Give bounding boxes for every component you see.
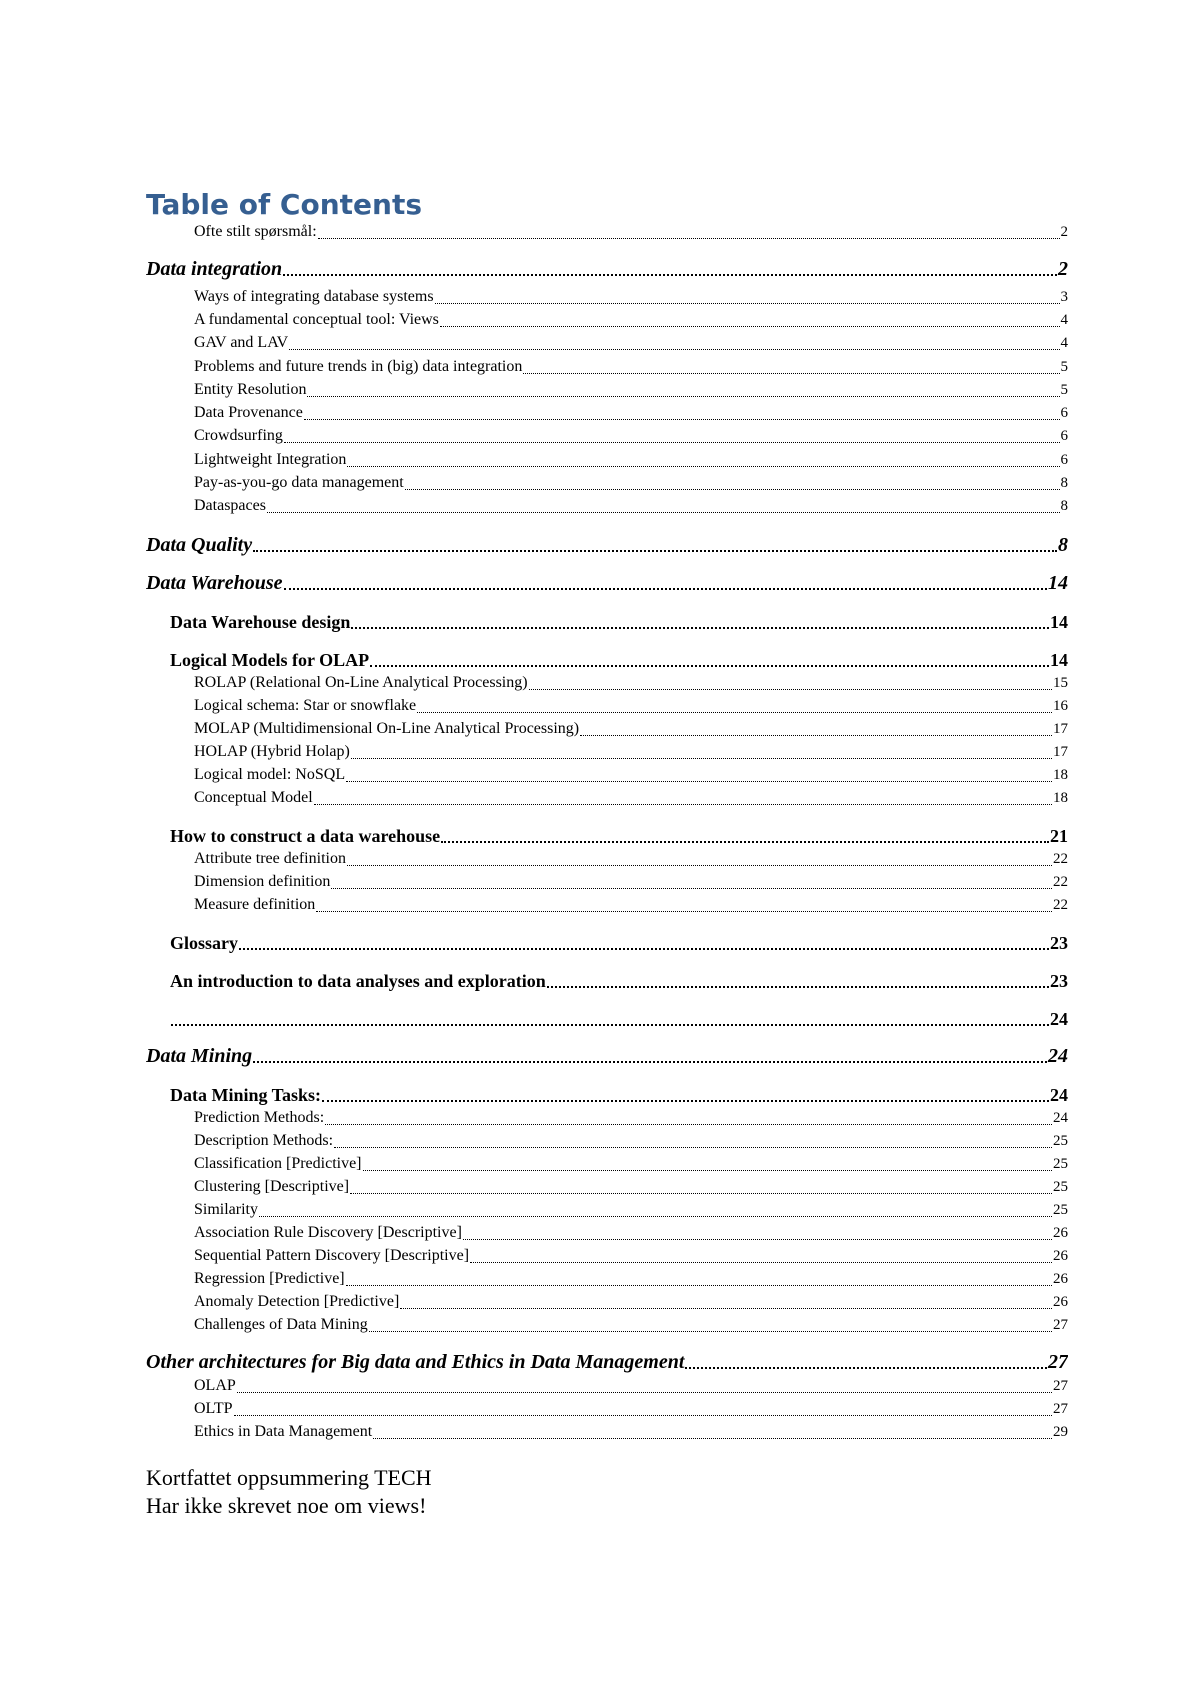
toc-entry[interactable] — [194, 402, 1068, 424]
toc-entry-page: 22 — [1053, 874, 1068, 890]
toc-entry[interactable] — [194, 1199, 1068, 1221]
dot-leader — [304, 419, 1060, 420]
toc-entry[interactable] — [194, 1314, 1068, 1336]
dot-leader — [289, 349, 1059, 350]
toc-entry[interactable] — [194, 1245, 1068, 1267]
dot-leader — [523, 373, 1059, 374]
toc-entry-title: Description Methods: — [194, 1132, 334, 1149]
toc-entry-page: 18 — [1053, 790, 1068, 806]
toc-entry-title: Data Mining Tasks: — [170, 1085, 322, 1105]
toc-entry-page: 26 — [1053, 1248, 1068, 1264]
dot-leader — [363, 1170, 1052, 1171]
toc-entry-title: Attribute tree definition — [194, 850, 346, 867]
toc-entry-page: 24 — [1053, 1110, 1068, 1126]
dot-leader — [284, 442, 1060, 443]
toc-entry-title: Logical model: NoSQL — [194, 766, 346, 783]
toc-entry-title: Similarity — [194, 1201, 258, 1218]
toc-entry-page: 24 — [1050, 1009, 1068, 1029]
toc-entry[interactable] — [194, 356, 1068, 378]
toc-entry-title: Ways of integrating database systems — [194, 288, 434, 305]
toc-entry-page: 17 — [1053, 744, 1068, 760]
toc-entry-page: 23 — [1050, 933, 1068, 953]
toc-entry-page: 22 — [1053, 897, 1068, 913]
toc-entry[interactable] — [194, 495, 1068, 517]
toc-entry-title: Sequential Pattern Discovery [Descriptive] — [194, 1247, 470, 1264]
dot-leader — [237, 1392, 1052, 1393]
toc-entry[interactable] — [194, 1375, 1068, 1397]
toc-entry-title: Lightweight Integration — [194, 451, 347, 468]
toc-entry-title: Data Mining — [146, 1045, 253, 1067]
toc-entry-title: Data Warehouse — [146, 572, 283, 594]
dot-leader — [267, 512, 1060, 513]
toc-entry[interactable] — [194, 1268, 1068, 1290]
dot-leader — [334, 1147, 1052, 1148]
toc-entry-title: How to construct a data warehouse — [170, 826, 441, 846]
toc-entry[interactable] — [170, 824, 1068, 848]
toc-entry-title: Data integration — [146, 258, 283, 280]
dot-leader — [346, 1285, 1052, 1286]
toc-entry[interactable] — [194, 1421, 1068, 1443]
toc-entry-page: 22 — [1053, 851, 1068, 867]
toc-entry-title: Other architectures for Big data and Ethics in Data Management — [146, 1351, 685, 1373]
toc-entry-page: 4 — [1060, 335, 1068, 351]
toc-entry[interactable] — [194, 379, 1068, 401]
toc-entry[interactable] — [146, 1043, 1068, 1069]
toc-entry-title: Dimension definition — [194, 873, 331, 890]
toc-entry-title: HOLAP (Hybrid Holap) — [194, 743, 350, 760]
dot-leader — [529, 689, 1052, 690]
toc-entry[interactable] — [194, 1222, 1068, 1244]
toc-entry[interactable] — [194, 1291, 1068, 1313]
toc-entry-title: Regression [Predictive] — [194, 1270, 345, 1287]
dot-leader — [234, 1415, 1052, 1416]
toc-entry-page: 29 — [1053, 1424, 1068, 1440]
dot-leader — [441, 841, 1049, 843]
toc-entry[interactable] — [194, 1130, 1068, 1152]
toc-entry-page: 3 — [1060, 289, 1068, 305]
dot-leader — [373, 1438, 1052, 1439]
toc-entry-page: 2 — [1058, 258, 1068, 280]
toc-entry[interactable] — [194, 695, 1068, 717]
toc-entry-page: 8 — [1058, 534, 1068, 556]
toc-entry-page: 25 — [1053, 1179, 1068, 1195]
toc-entry-page: 14 — [1048, 572, 1068, 594]
toc-entry[interactable] — [194, 332, 1068, 354]
toc-entry-page: 26 — [1053, 1294, 1068, 1310]
toc-entry[interactable] — [194, 1398, 1068, 1420]
toc-entry[interactable] — [146, 256, 1068, 282]
toc-entry-title: Ofte stilt spørsmål: — [194, 223, 317, 240]
dot-leader — [314, 804, 1052, 805]
toc-entry[interactable] — [170, 610, 1068, 634]
dot-leader — [253, 550, 1057, 552]
toc-entry-title: GAV and LAV — [194, 334, 289, 351]
dot-leader — [259, 1216, 1052, 1217]
toc-entry-title: Clustering [Descriptive] — [194, 1178, 350, 1195]
toc-entry-page: 4 — [1060, 312, 1068, 328]
toc-entry-title: Problems and future trends in (big) data integration — [194, 358, 523, 375]
toc-entry[interactable] — [194, 894, 1068, 916]
toc-entry-title: Classification [Predictive] — [194, 1155, 362, 1172]
toc-entry-page: 2 — [1060, 224, 1068, 240]
toc-entry[interactable] — [170, 969, 1068, 993]
dot-leader — [417, 712, 1052, 713]
toc-entry-title: OLAP — [194, 1377, 236, 1394]
toc-entry[interactable] — [146, 532, 1068, 558]
toc-entry[interactable] — [194, 672, 1068, 694]
toc-entry[interactable] — [194, 1153, 1068, 1175]
toc-entry[interactable] — [194, 871, 1068, 893]
toc-entry-title: Association Rule Discovery [Descriptive] — [194, 1224, 462, 1241]
dot-leader — [350, 1193, 1052, 1194]
toc-entry[interactable] — [170, 931, 1068, 955]
dot-leader — [400, 1308, 1052, 1309]
toc-entry-title: MOLAP (Multidimensional On-Line Analytical Processing) — [194, 720, 580, 737]
toc-entry-page: 27 — [1048, 1351, 1068, 1373]
toc-entry[interactable] — [194, 1107, 1068, 1129]
toc-entry[interactable] — [170, 1007, 1068, 1031]
dot-leader — [435, 303, 1060, 304]
toc-entry-page: 25 — [1053, 1156, 1068, 1172]
dot-leader — [239, 948, 1049, 950]
toc-entry-title: Challenges of Data Mining — [194, 1316, 368, 1333]
dot-leader — [283, 274, 1057, 276]
toc-entry-title: An introduction to data analyses and exploration — [170, 971, 546, 991]
toc-entry[interactable] — [194, 764, 1068, 786]
toc-entry[interactable] — [194, 787, 1068, 809]
toc-entry-title: Conceptual Model — [194, 789, 313, 806]
toc-entry[interactable] — [194, 221, 1068, 243]
toc-entry-page: 24 — [1050, 1085, 1068, 1105]
toc-entry[interactable] — [170, 648, 1068, 672]
dot-leader — [171, 1024, 1049, 1026]
toc-entry-title: Data Quality — [146, 534, 253, 556]
toc-entry-page: 27 — [1053, 1317, 1068, 1333]
toc-entry-title: Data Warehouse design — [170, 612, 351, 632]
toc-entry-page: 27 — [1053, 1401, 1068, 1417]
toc-entry[interactable] — [194, 718, 1068, 740]
toc-entry[interactable] — [194, 741, 1068, 763]
toc-entry-page: 23 — [1050, 971, 1068, 991]
dot-leader — [322, 1100, 1049, 1102]
toc-entry-title: Anomaly Detection [Predictive] — [194, 1293, 400, 1310]
toc-entry[interactable] — [194, 309, 1068, 331]
toc-entry[interactable] — [194, 449, 1068, 471]
toc-entry-page: 8 — [1060, 475, 1068, 491]
toc-entry-page: 24 — [1048, 1045, 1068, 1067]
toc-entry-page: 16 — [1053, 698, 1068, 714]
dot-leader — [318, 238, 1060, 239]
toc-entry-page: 8 — [1060, 498, 1068, 514]
toc-entry[interactable] — [194, 472, 1068, 494]
toc-entry-page: 26 — [1053, 1225, 1068, 1241]
dot-leader — [347, 865, 1052, 866]
toc-entry-title: Glossary — [170, 933, 239, 953]
dot-leader — [440, 326, 1060, 327]
toc-entry-title: Dataspaces — [194, 497, 266, 514]
toc-entry-title: Data Provenance — [194, 404, 303, 421]
dot-leader — [331, 888, 1052, 889]
toc-entry-title: OLTP — [194, 1400, 233, 1417]
toc-entry-page: 5 — [1060, 359, 1068, 375]
toc-entry-page: 21 — [1050, 826, 1068, 846]
dot-leader — [463, 1239, 1052, 1240]
dot-leader — [347, 466, 1059, 467]
toc-entry[interactable] — [194, 286, 1068, 308]
toc-entry-page: 14 — [1050, 650, 1068, 670]
toc-entry-title: Logical schema: Star or snowflake — [194, 697, 417, 714]
toc-title: Table of Contents — [146, 188, 423, 221]
dot-leader — [307, 396, 1059, 397]
toc-entry-title: Pay-as-you-go data management — [194, 474, 404, 491]
toc-entry-title: Logical Models for OLAP — [170, 650, 370, 670]
dot-leader — [346, 781, 1052, 782]
dot-leader — [685, 1367, 1047, 1369]
toc-entry[interactable] — [146, 570, 1068, 596]
dot-leader — [369, 1331, 1052, 1332]
toc-entry-page: 15 — [1053, 675, 1068, 691]
dot-leader — [470, 1262, 1052, 1263]
dot-leader — [351, 627, 1049, 629]
dot-leader — [580, 735, 1052, 736]
dot-leader — [325, 1124, 1052, 1125]
toc-entry[interactable] — [194, 425, 1068, 447]
toc-entry[interactable] — [194, 848, 1068, 870]
toc-entry-page: 17 — [1053, 721, 1068, 737]
toc-entry-title: Measure definition — [194, 896, 316, 913]
toc-entry-page: 27 — [1053, 1378, 1068, 1394]
toc-entry[interactable] — [170, 1083, 1068, 1107]
toc-entry-title: Prediction Methods: — [194, 1109, 325, 1126]
summary-note: Kortfattet oppsummering TECH — [146, 1465, 432, 1490]
dot-leader — [284, 588, 1047, 590]
toc-entry-page: 18 — [1053, 767, 1068, 783]
dot-leader — [370, 665, 1049, 667]
toc-entry[interactable] — [194, 1176, 1068, 1198]
dot-leader — [253, 1061, 1047, 1063]
toc-entry-page: 5 — [1060, 382, 1068, 398]
toc-entry-title: Entity Resolution — [194, 381, 307, 398]
toc-entry-page: 26 — [1053, 1271, 1068, 1287]
toc-entry-page: 25 — [1053, 1202, 1068, 1218]
toc-entry-page: 14 — [1050, 612, 1068, 632]
toc-entry-page: 6 — [1060, 452, 1068, 468]
toc-entry-page: 6 — [1060, 428, 1068, 444]
dot-leader — [405, 489, 1060, 490]
toc-entry-title: Ethics in Data Management — [194, 1423, 373, 1440]
dot-leader — [547, 986, 1049, 988]
toc-entry-title: ROLAP (Relational On-Line Analytical Processing) — [194, 674, 528, 691]
toc-entry-page: 6 — [1060, 405, 1068, 421]
views-note: Har ikke skrevet noe om views! — [146, 1493, 427, 1518]
dot-leader — [316, 911, 1052, 912]
toc-entry-page: 25 — [1053, 1133, 1068, 1149]
toc-entry-title: Crowdsurfing — [194, 427, 283, 444]
dot-leader — [351, 758, 1052, 759]
toc-entry[interactable] — [146, 1349, 1068, 1375]
toc-entry-title: A fundamental conceptual tool: Views — [194, 311, 439, 328]
